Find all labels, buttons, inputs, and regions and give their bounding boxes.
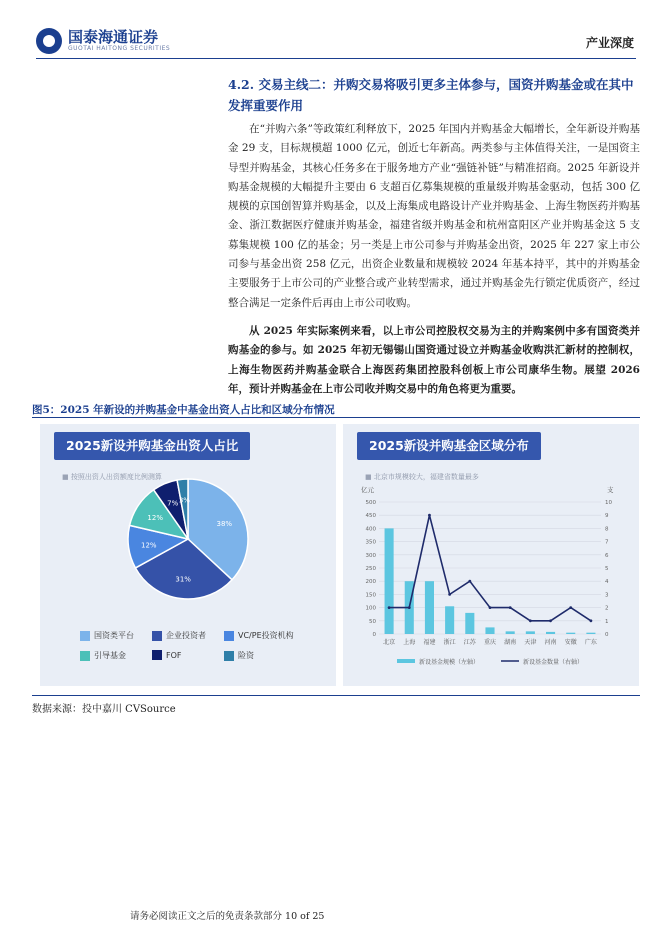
company-logo — [36, 28, 170, 54]
left-tick-label: 250 — [365, 566, 376, 572]
pie-slice-label: 12% — [140, 541, 157, 550]
count-point — [529, 619, 532, 622]
legend-item — [224, 630, 294, 641]
legend-label: FOF — [166, 650, 182, 660]
legend-swatch — [397, 659, 415, 663]
body-paragraph-2: 从 2025 年实际案例来看，以上市公司控股权交易为主的并购案例中多有国资类并购基金的参与。如 2025 年初无锡锡山国资通过设立并购基金收购洪汇新材的控制权，上海生物医药并购基金联合上海医药集团控股科创板上市公司康华生物。展望 2026 年，预计并购基金在上市公司收并购交易中的角色将更为重要。 — [228, 325, 640, 395]
left-tick-label: 100 — [365, 605, 376, 612]
left-tick-label: 500 — [365, 500, 376, 506]
left-tick-label: 350 — [365, 539, 376, 546]
bar — [526, 631, 535, 634]
left-axis-unit: 亿元 — [361, 486, 374, 494]
count-point — [468, 580, 471, 583]
legend-item — [80, 650, 126, 661]
right-tick-label: 1 — [605, 618, 609, 625]
right-tick-label: 9 — [605, 513, 609, 520]
legend-swatch — [152, 650, 162, 660]
x-tick-label: 重庆 — [483, 639, 497, 646]
region-distribution-panel — [343, 424, 639, 686]
left-tick-label: 450 — [365, 513, 376, 520]
right-tick-label: 6 — [605, 552, 609, 559]
x-tick-label: 湖南 — [504, 639, 517, 646]
legend-item — [224, 650, 254, 661]
right-tick-label: 5 — [605, 566, 609, 572]
pie-chart — [40, 424, 336, 686]
legend-swatch — [224, 631, 234, 641]
logo-subtext: GUOTAI HAITONG SECURITIES — [68, 45, 171, 52]
bar — [506, 631, 515, 634]
right-tick-label: 4 — [605, 579, 609, 586]
figure-bottom-divider — [32, 695, 640, 696]
right-tick-label: 8 — [605, 526, 609, 533]
data-source: 数据来源：投中嘉川 CVSource — [32, 704, 176, 715]
x-tick-label: 广东 — [584, 639, 597, 646]
legend-label: 险资 — [238, 651, 254, 660]
panel-title: 2025新设并购基金出资人占比 — [54, 432, 250, 460]
count-point — [448, 593, 451, 596]
legend-label: 国资类平台 — [94, 631, 134, 640]
logo-text: 国泰海通证券 — [68, 28, 159, 46]
left-tick-label: 0 — [372, 632, 376, 638]
left-tick-label: 200 — [365, 579, 376, 586]
header-divider — [36, 58, 636, 59]
pie-slice-label: 3% — [178, 496, 190, 505]
x-tick-label: 北京 — [383, 639, 396, 646]
left-tick-label: 50 — [369, 618, 376, 625]
legend-swatch — [80, 631, 90, 641]
legend-item — [80, 630, 134, 641]
right-tick-label: 0 — [605, 632, 609, 638]
legend-item — [152, 630, 206, 641]
count-point — [549, 619, 552, 622]
legend-swatch — [224, 651, 234, 661]
page-footer: 请务必阅读正文之后的免责条款部分 10 of 25 — [130, 911, 325, 922]
pie-slice-label: 31% — [175, 575, 191, 584]
legend-label: 新设基金数量（右轴） — [523, 659, 584, 666]
x-tick-label: 安徽 — [564, 639, 577, 646]
bar — [566, 633, 575, 634]
right-tick-label: 2 — [605, 605, 609, 612]
left-tick-label: 150 — [365, 592, 376, 599]
left-tick-label: 300 — [365, 552, 376, 559]
bar — [445, 606, 454, 634]
x-tick-label: 天津 — [524, 639, 537, 646]
bar — [586, 633, 595, 634]
count-point — [408, 606, 411, 609]
legend-label: 新设基金规模（左轴） — [419, 659, 480, 666]
left-tick-label: 400 — [365, 526, 376, 533]
legend-swatch — [80, 651, 90, 661]
logo-icon — [36, 28, 62, 54]
right-tick-label: 10 — [605, 500, 612, 506]
x-tick-label: 河南 — [544, 639, 557, 646]
x-tick-label: 江苏 — [463, 639, 476, 646]
count-point — [569, 606, 572, 609]
bar — [465, 613, 474, 634]
figure-caption: 图5：2025 年新设的并购基金中基金出资人占比和区域分布情况 — [32, 404, 335, 416]
panel-note: ■ 按照出资人出资额度比例测算 — [62, 472, 162, 482]
panel-title: 2025新设并购基金区域分布 — [357, 432, 541, 460]
report-type: 产业深度 — [585, 36, 634, 50]
bar — [425, 581, 434, 634]
count-point — [590, 619, 593, 622]
bar — [385, 528, 394, 634]
bar — [485, 627, 494, 634]
x-tick-label: 浙江 — [443, 639, 456, 646]
investor-share-panel — [40, 424, 336, 686]
legend-label: 企业投资者 — [166, 631, 206, 640]
x-tick-label: 福建 — [423, 639, 436, 646]
count-point — [388, 606, 391, 609]
right-tick-label: 3 — [605, 592, 609, 599]
count-point — [428, 514, 431, 517]
right-tick-label: 7 — [605, 539, 609, 546]
figure-divider — [32, 417, 640, 418]
pie-slice-label: 7% — [167, 499, 179, 508]
legend-item — [152, 650, 182, 660]
pie-slice-label: 12% — [147, 513, 163, 522]
pie-slice-label: 38% — [216, 520, 233, 529]
panel-note: ■ 北京市规模较大，福建省数量最多 — [365, 472, 479, 482]
section-title: 4.2. 交易主线二：并购交易将吸引更多主体参与，国资并购基金或在其中发挥重要作用 — [228, 77, 634, 113]
count-point — [489, 606, 492, 609]
combo-chart — [343, 424, 639, 686]
legend-label: VC/PE投资机构 — [238, 631, 294, 640]
bar — [546, 632, 555, 634]
body-paragraph-1: 在“并购六条”等政策红利释放下，2025 年国内并购基金大幅增长，全年新设并购基金 29 支，目标规模超 1000 亿元，创近七年新高。两类参与主体值得关注，一是国资主导型并购基金，其核心任务多在于服务地方产业“强链补链”与精准招商。2025 年新设并购基金规模的大幅提升主要由 6 支超百亿募集规模的重量级并购基金驱动，包括 300 亿规模的京国创智算并购基金，以及上海集成电路设计产业并购基金、上海生物医药并购基金、浙江数据医疗健康并购基金，福建省级并购基金和杭州富阳区产业并购基金这 5 支募集规模 100 亿的基金；另一类是上市公司参与并购基金出资，2025 年 227 家上市公司参与基金出资 258 亿元，出资企业数量和规模较 2024 年基本持平，其中的并购基金主要服务于上市公司的产业整合或产业转型需求，通过并购基金先行锁定优质资产，经过整合满足一定条件后再由上市公司收购。 — [228, 123, 640, 309]
legend-swatch — [152, 631, 162, 641]
legend-label: 引导基金 — [94, 651, 126, 660]
count-point — [509, 606, 512, 609]
x-tick-label: 上海 — [403, 639, 416, 646]
page-header — [0, 0, 672, 58]
right-axis-unit: 支 — [607, 486, 614, 494]
